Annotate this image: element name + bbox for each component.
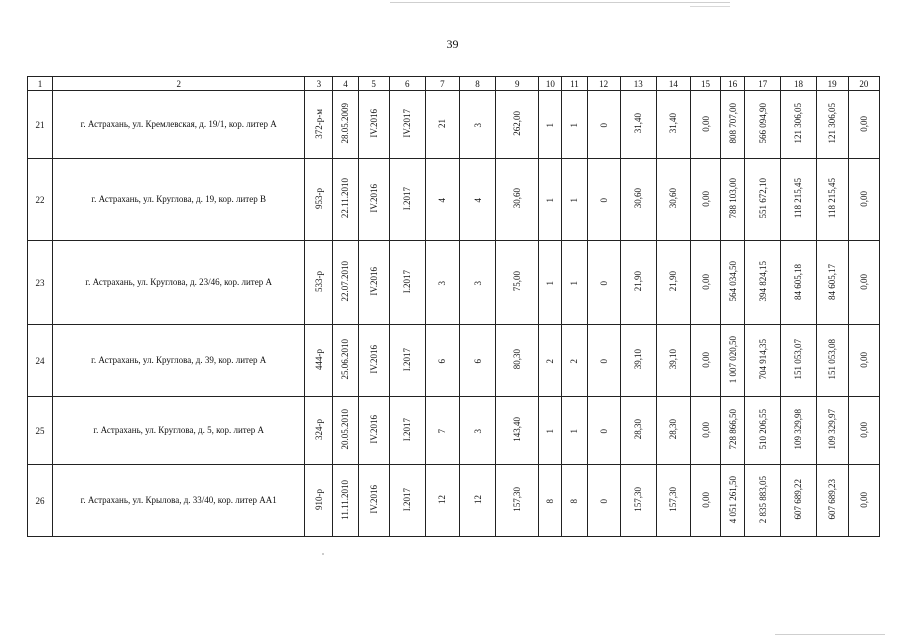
- cell-c17: [745, 159, 781, 241]
- cell-c8: [459, 397, 495, 465]
- cell-c10: [539, 241, 562, 325]
- cell-value: 21,90: [668, 271, 679, 292]
- cell-value: 4: [472, 198, 483, 203]
- cell-value: 0,00: [700, 115, 711, 132]
- cell-value: 143,40: [512, 417, 523, 442]
- cell-value: I.2017: [402, 186, 413, 211]
- cell-value: 0: [598, 123, 609, 128]
- cell-c16: [721, 397, 745, 465]
- cell-c10: [539, 465, 562, 537]
- cell-value: 6: [437, 359, 448, 364]
- cell-c13: [620, 325, 656, 397]
- column-number: 10: [539, 77, 562, 91]
- column-number: 4: [333, 77, 358, 91]
- cell-value: 0: [598, 281, 609, 286]
- cell-c13: [620, 91, 656, 159]
- cell-c16: [721, 91, 745, 159]
- cell-c3: [305, 91, 333, 159]
- cell-c11: [562, 159, 587, 241]
- cell-c9: [496, 91, 539, 159]
- cell-c12: [587, 159, 620, 241]
- column-number: 1: [28, 77, 53, 91]
- address-cell: г. Астрахань, ул. Круглова, д. 39, кор. литер А: [53, 325, 305, 397]
- cell-value: IV.2016: [368, 345, 379, 374]
- cell-value: 372-р-м: [313, 108, 324, 139]
- cell-c14: [656, 241, 690, 325]
- cell-value: IV.2016: [368, 415, 379, 444]
- cell-value: 510 206,55: [757, 409, 768, 450]
- row-number: 21: [28, 91, 53, 159]
- cell-value: 444-р: [313, 349, 324, 370]
- cell-c6: [389, 465, 425, 537]
- cell-c9: [496, 325, 539, 397]
- cell-value: 0,00: [858, 351, 869, 368]
- cell-value: 31,40: [633, 113, 644, 134]
- cell-c3: [305, 325, 333, 397]
- cell-c20: [848, 159, 879, 241]
- cell-value: 3: [472, 429, 483, 434]
- cell-c13: [620, 159, 656, 241]
- cell-c19: [816, 325, 848, 397]
- cell-c6: [389, 159, 425, 241]
- cell-value: 533-р: [313, 271, 324, 292]
- cell-c14: [656, 159, 690, 241]
- cell-value: 12: [472, 495, 483, 504]
- cell-value: 0: [598, 359, 609, 364]
- cell-c5: [358, 325, 389, 397]
- cell-c4: [333, 465, 358, 537]
- cell-value: 1: [545, 123, 556, 128]
- cell-value: 3: [472, 281, 483, 286]
- cell-c12: [587, 397, 620, 465]
- cell-value: 704 914,35: [757, 339, 768, 380]
- column-number: 3: [305, 77, 333, 91]
- cell-c5: [358, 241, 389, 325]
- cell-value: IV.2016: [368, 184, 379, 213]
- address-cell: г. Астрахань, ул. Крылова, д. 33/40, кор. литер АА1: [53, 465, 305, 537]
- cell-value: 0: [598, 198, 609, 203]
- cell-value: 31,40: [668, 113, 679, 134]
- cell-c20: [848, 465, 879, 537]
- address-cell: г. Астрахань, ул. Круглова, д. 5, кор. литер А: [53, 397, 305, 465]
- cell-value: 0: [598, 429, 609, 434]
- column-number: 11: [562, 77, 587, 91]
- cell-value: 109 329,97: [827, 409, 838, 450]
- cell-value: 118 215,45: [827, 178, 838, 219]
- cell-c16: [721, 325, 745, 397]
- cell-c11: [562, 325, 587, 397]
- cell-c9: [496, 159, 539, 241]
- cell-c7: [425, 465, 459, 537]
- cell-value: 8: [545, 499, 556, 504]
- cell-value: 118 215,45: [793, 178, 804, 219]
- cell-c11: [562, 241, 587, 325]
- cell-c16: [721, 241, 745, 325]
- table-row: [28, 241, 880, 325]
- cell-value: 80,30: [512, 349, 523, 370]
- column-number: 16: [721, 77, 745, 91]
- cell-c7: [425, 159, 459, 241]
- row-number: 24: [28, 325, 53, 397]
- address-cell: г. Астрахань, ул. Кремлевская, д. 19/1, кор. литер А: [53, 91, 305, 159]
- cell-c3: [305, 465, 333, 537]
- cell-value: 2 835 883,05: [757, 475, 768, 524]
- cell-value: 1 007 020,50: [727, 335, 738, 384]
- cell-c7: [425, 241, 459, 325]
- cell-c13: [620, 241, 656, 325]
- column-number: 14: [656, 77, 690, 91]
- cell-c8: [459, 325, 495, 397]
- table-row: [28, 465, 880, 537]
- cell-value: 39,10: [633, 349, 644, 370]
- column-number: 17: [745, 77, 781, 91]
- cell-value: 7: [437, 429, 448, 434]
- row-number: 26: [28, 465, 53, 537]
- cell-value: I.2017: [402, 487, 413, 512]
- cell-value: 3: [437, 281, 448, 286]
- table-row: [28, 397, 880, 465]
- cell-c4: [333, 397, 358, 465]
- cell-value: 2: [569, 359, 580, 364]
- cell-c12: [587, 465, 620, 537]
- cell-value: 84 605,17: [827, 263, 838, 300]
- cell-value: 788 103,00: [727, 178, 738, 219]
- cell-value: 11.11.2010: [340, 479, 351, 520]
- cell-value: 20.05.2010: [340, 409, 351, 450]
- cell-c18: [781, 241, 816, 325]
- cell-c3: [305, 241, 333, 325]
- cell-c18: [781, 91, 816, 159]
- cell-c13: [620, 397, 656, 465]
- column-number: 7: [425, 77, 459, 91]
- cell-value: 564 034,50: [727, 261, 738, 302]
- cell-value: 21,90: [633, 271, 644, 292]
- cell-c18: [781, 397, 816, 465]
- cell-value: 157,30: [633, 487, 644, 512]
- page-number: 39: [446, 37, 459, 51]
- cell-c6: [389, 91, 425, 159]
- cell-c20: [848, 91, 879, 159]
- cell-value: 21: [437, 119, 448, 128]
- cell-value: 151 053,07: [793, 339, 804, 380]
- cell-c16: [721, 159, 745, 241]
- cell-c3: [305, 159, 333, 241]
- cell-c11: [562, 465, 587, 537]
- cell-c15: [690, 159, 720, 241]
- cell-value: 0,00: [700, 421, 711, 438]
- cell-value: IV.2016: [368, 485, 379, 514]
- cell-value: 953-р: [313, 188, 324, 209]
- cell-c5: [358, 465, 389, 537]
- cell-c18: [781, 325, 816, 397]
- cell-c4: [333, 241, 358, 325]
- cell-value: 30,60: [512, 188, 523, 209]
- scan-artifact-line: [390, 2, 730, 3]
- cell-value: 157,30: [668, 487, 679, 512]
- cell-value: 1: [545, 198, 556, 203]
- cell-c8: [459, 159, 495, 241]
- cell-value: 30,60: [633, 188, 644, 209]
- cell-value: 0,00: [858, 491, 869, 508]
- cell-c18: [781, 465, 816, 537]
- cell-c6: [389, 241, 425, 325]
- cell-c12: [587, 241, 620, 325]
- cell-value: 607 689,23: [827, 479, 838, 520]
- cell-c12: [587, 91, 620, 159]
- column-number: 18: [781, 77, 816, 91]
- cell-value: 28.05.2009: [340, 103, 351, 144]
- address-cell: г. Астрахань, ул. Круглова, д. 23/46, кор. литер А: [53, 241, 305, 325]
- table-row: [28, 159, 880, 241]
- cell-value: 25.06.2010: [340, 339, 351, 380]
- cell-value: 0,00: [700, 491, 711, 508]
- cell-value: 28,30: [668, 419, 679, 440]
- cell-c19: [816, 241, 848, 325]
- cell-value: 8: [569, 499, 580, 504]
- cell-value: 262,00: [512, 111, 523, 136]
- cell-c15: [690, 465, 720, 537]
- scan-artifact-line: [775, 634, 885, 635]
- row-number: 22: [28, 159, 53, 241]
- cell-value: 0,00: [858, 273, 869, 290]
- cell-c9: [496, 397, 539, 465]
- cell-c8: [459, 91, 495, 159]
- column-number: 6: [389, 77, 425, 91]
- cell-value: 1: [569, 429, 580, 434]
- cell-value: I.2017: [402, 269, 413, 294]
- cell-c4: [333, 91, 358, 159]
- cell-value: IV.2017: [402, 109, 413, 138]
- cell-value: 39,10: [668, 349, 679, 370]
- cell-value: 121 306,05: [793, 103, 804, 144]
- cell-c10: [539, 397, 562, 465]
- cell-c17: [745, 397, 781, 465]
- cell-c17: [745, 241, 781, 325]
- cell-c14: [656, 397, 690, 465]
- cell-value: 0,00: [700, 190, 711, 207]
- table-row: [28, 325, 880, 397]
- cell-value: 0,00: [700, 273, 711, 290]
- cell-value: 1: [569, 123, 580, 128]
- cell-value: I.2017: [402, 347, 413, 372]
- scan-artifact-dot: [322, 553, 324, 555]
- cell-c11: [562, 91, 587, 159]
- cell-value: 4 051 261,50: [727, 475, 738, 524]
- cell-value: 22.07.2010: [340, 261, 351, 302]
- cell-c13: [620, 465, 656, 537]
- column-number: 19: [816, 77, 848, 91]
- cell-value: 0,00: [858, 190, 869, 207]
- cell-value: 1: [545, 281, 556, 286]
- cell-c15: [690, 91, 720, 159]
- cell-c11: [562, 397, 587, 465]
- cell-c4: [333, 325, 358, 397]
- cell-value: 151 053,08: [827, 339, 838, 380]
- cell-value: 2: [545, 359, 556, 364]
- cell-value: 30,60: [668, 188, 679, 209]
- cell-value: 1: [545, 429, 556, 434]
- cell-c5: [358, 397, 389, 465]
- column-number: 12: [587, 77, 620, 91]
- cell-value: 121 306,05: [827, 103, 838, 144]
- cell-c15: [690, 325, 720, 397]
- cell-value: 84 605,18: [793, 263, 804, 300]
- column-number: 8: [459, 77, 495, 91]
- cell-c10: [539, 325, 562, 397]
- cell-c5: [358, 91, 389, 159]
- scan-artifact-line: [690, 6, 730, 7]
- cell-value: 566 094,90: [757, 103, 768, 144]
- cell-c17: [745, 325, 781, 397]
- cell-c7: [425, 325, 459, 397]
- cell-c10: [539, 159, 562, 241]
- row-number: 23: [28, 241, 53, 325]
- cell-value: 4: [437, 198, 448, 203]
- cell-c20: [848, 325, 879, 397]
- cell-c18: [781, 159, 816, 241]
- cell-c19: [816, 159, 848, 241]
- cell-value: 109 329,98: [793, 409, 804, 450]
- cell-value: 0,00: [858, 115, 869, 132]
- cell-c14: [656, 91, 690, 159]
- cell-value: IV.2016: [368, 267, 379, 296]
- cell-c5: [358, 159, 389, 241]
- column-number: 5: [358, 77, 389, 91]
- column-number: 2: [53, 77, 305, 91]
- cell-value: 1: [569, 198, 580, 203]
- table-row: [28, 91, 880, 159]
- column-number: 13: [620, 77, 656, 91]
- cell-c19: [816, 397, 848, 465]
- cell-c17: [745, 465, 781, 537]
- cell-value: 12: [437, 495, 448, 504]
- cell-value: IV.2016: [368, 109, 379, 138]
- cell-c19: [816, 91, 848, 159]
- row-number: 25: [28, 397, 53, 465]
- cell-value: 3: [472, 123, 483, 128]
- cell-c15: [690, 241, 720, 325]
- cell-value: 75,00: [512, 271, 523, 292]
- cell-c3: [305, 397, 333, 465]
- cell-c20: [848, 397, 879, 465]
- cell-value: 157,30: [512, 487, 523, 512]
- cell-c8: [459, 241, 495, 325]
- cell-value: 394 824,15: [757, 261, 768, 302]
- cell-value: 22.11.2010: [340, 178, 351, 219]
- cell-value: 551 672,10: [757, 178, 768, 219]
- column-number: 15: [690, 77, 720, 91]
- cell-c6: [389, 325, 425, 397]
- cell-c9: [496, 465, 539, 537]
- address-cell: г. Астрахань, ул. Круглова, д. 19, кор. литер В: [53, 159, 305, 241]
- cell-c4: [333, 159, 358, 241]
- cell-value: 728 866,50: [727, 409, 738, 450]
- cell-value: 6: [472, 359, 483, 364]
- cell-c10: [539, 91, 562, 159]
- cell-value: I.2017: [402, 417, 413, 442]
- cell-value: 808 707,00: [727, 103, 738, 144]
- cell-c12: [587, 325, 620, 397]
- cell-value: 607 689,22: [793, 479, 804, 520]
- cell-c15: [690, 397, 720, 465]
- cell-value: 1: [569, 281, 580, 286]
- column-number: 20: [848, 77, 879, 91]
- cell-c16: [721, 465, 745, 537]
- cell-c8: [459, 465, 495, 537]
- cell-c17: [745, 91, 781, 159]
- cell-c9: [496, 241, 539, 325]
- cell-value: 324-р: [313, 419, 324, 440]
- cell-c20: [848, 241, 879, 325]
- cell-value: 910-р: [313, 489, 324, 510]
- cell-c6: [389, 397, 425, 465]
- cell-value: 0: [598, 499, 609, 504]
- column-number: 9: [496, 77, 539, 91]
- cell-c7: [425, 397, 459, 465]
- cell-value: 0,00: [858, 421, 869, 438]
- cell-c7: [425, 91, 459, 159]
- cell-c14: [656, 465, 690, 537]
- cell-c19: [816, 465, 848, 537]
- housing-register-table: [27, 76, 880, 537]
- cell-value: 28,30: [633, 419, 644, 440]
- cell-value: 0,00: [700, 351, 711, 368]
- column-number-header: [28, 77, 880, 91]
- cell-c14: [656, 325, 690, 397]
